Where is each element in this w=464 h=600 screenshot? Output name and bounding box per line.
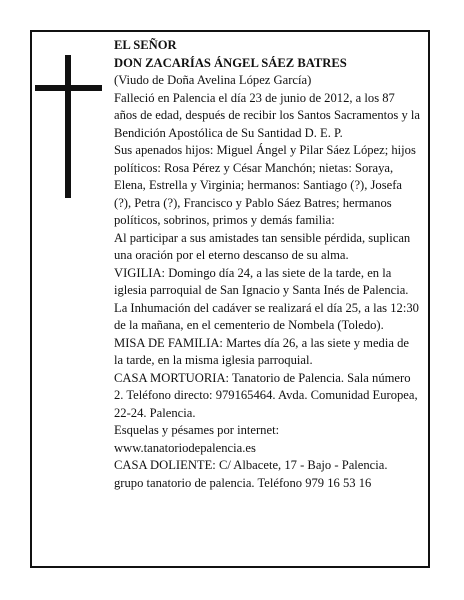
family-paragraph: Sus apenados hijos: Miguel Ángel y Pilar Sáez López; hijos políticos: Rosa Pérez y César Manchón; nietas: Soraya, Elena, Estrella y Virginia; hermanos: Santiago (?), Josefa (?), Petra (?), Francisco y Pablo Sáez Batres; hermanos políticos, sobrinos, primos y demás familia: (114, 143, 416, 227)
request-paragraph: Al participar a sus amistades tan sensible pérdida, suplican una oración por el eterno descanso de su alma. (114, 230, 411, 262)
mass-paragraph: MISA DE FAMILIA: Martes día 26, a las siete y media de la tarde, en la misma iglesia parroquial. (114, 335, 409, 367)
cross-icon-crossbar (35, 85, 102, 91)
obituary-text (114, 37, 420, 492)
home-paragraph: CASA DOLIENTE: C/ Albacete, 17 - Bajo - Palencia. grupo tanatorio de palencia. Teléfono 979 16 53 16 (114, 458, 388, 490)
widow-line: (Viudo de Doña Avelina López García) (114, 73, 312, 87)
cross-icon (65, 55, 71, 198)
heading-title: EL SEÑOR (114, 38, 177, 52)
vigil-paragraph: VIGILIA: Domingo día 24, a las siete de la tarde, en la iglesia parroquial de San Ignacio y Santa Inés de Palencia. La Inhumación del cadáver se realizará el día 25, a las 12:30 de la mañana, en el cementerio de Nombela (Toledo). (114, 265, 419, 332)
deceased-name: DON ZACARÍAS ÁNGEL SÁEZ BATRES (114, 55, 347, 70)
condolences-paragraph: Esquelas y pésames por internet: www.tanatoriodepalencia.es (114, 423, 280, 455)
mortuary-paragraph: CASA MORTUORIA: Tanatorio de Palencia. Sala número 2. Teléfono directo: 979165464. Avda. Comunidad Europea, 22-24. Palencia. (114, 370, 418, 420)
death-paragraph: Falleció en Palencia el día 23 de junio de 2012, a los 87 años de edad, después de recibir los Santos Sacramentos y la Bendición Apostólica de Su Santidad D. E. P. (114, 90, 421, 140)
